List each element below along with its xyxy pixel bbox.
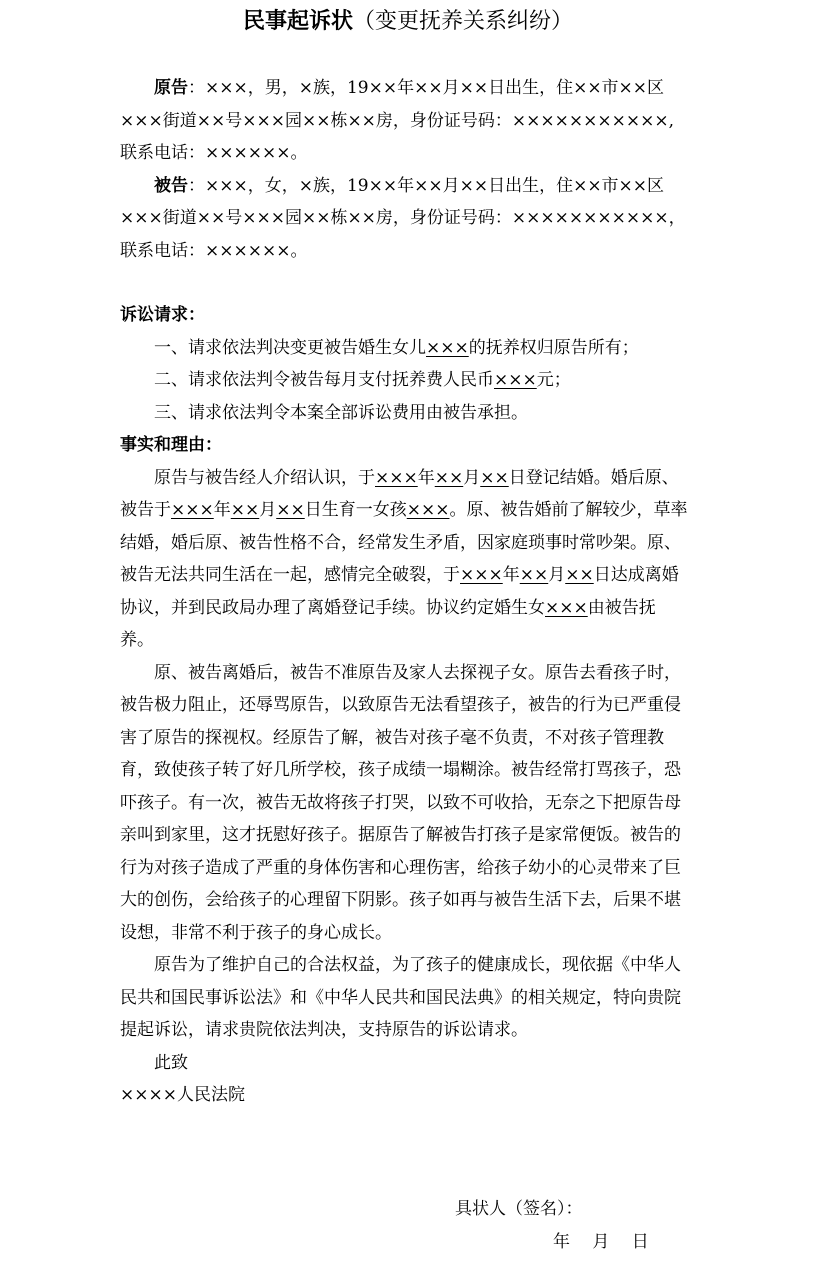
facts-text: 原告与被告经人介绍认识，于 [154,467,375,488]
facts-heading: 事实和理由： [120,435,222,455]
facts-blank: ××× [406,500,450,520]
plaintiff-label: 原告 [154,78,188,98]
section-gap [120,267,688,299]
facts-text: 日登记结婚。婚后原、被告于 [120,467,679,520]
claims-heading: 诉讼请求： [120,305,205,325]
claim-item-3: 三、请求依法判令本案全部诉讼费用由被告承担。 [154,402,528,423]
facts-text: 月 [259,500,277,520]
document-title [0,6,816,38]
facts-blank: ××× [375,467,418,488]
claim-1-child-name: ××× [426,337,469,358]
claim-item-1 [120,332,688,365]
facts-blank: ×× [565,565,594,585]
facts-text: 月 [548,565,566,585]
claim-2-amount: ××× [494,370,537,390]
claim-1-suffix: 的抚养权归原告所有； [468,337,639,358]
facts-blank: ××× [460,565,503,585]
court-name: ××××人民法院 [120,1085,245,1105]
facts-text: 年 [502,565,520,585]
facts-blank: ×× [276,500,305,520]
salutation: 此致 [154,1052,188,1073]
facts-paragraph-1 [120,462,688,657]
facts-blank: ×× [519,565,549,585]
claim-2-prefix: 二、请求依法判令被告每月支付抚养费人民币 [154,370,494,390]
facts-blank: ××× [545,597,588,618]
facts-blank: ××× [171,500,214,520]
plaintiff-paragraph [120,72,688,170]
plaintiff-info: ：×××，男，×族，19××年××月××日出生，住××市××区×××街道××号×××园××栋××房，身份证号码：×××××××××××,联系电话：××××××。 [120,78,675,163]
facts-text: 月 [463,467,481,488]
facts-blank: ×× [230,500,260,520]
facts-paragraph-3: 原告为了维护自己的合法权益，为了孩子的健康成长，现依据《中华人民共和国民事诉讼法》和《中华人民共和国民法典》的相关规定，特向贵院提起诉讼，请求贵院依法判决，支持原告的诉讼请求。 [120,955,681,1040]
facts-text: 由被告抚养。 [120,597,656,650]
signer-line: 具状人（签名）： [455,1199,583,1219]
claim-1-prefix: 一、请求依法判决变更被告婚生女儿 [154,337,426,358]
facts-text: 年 [213,500,231,520]
facts-text: 年 [417,467,435,488]
facts-text: 日生育一女孩 [304,500,407,520]
facts-text: 。原、被告婚前了解较少，草率结婚，婚后原、被告性格不合，经常发生矛盾，因家庭琐事时常吵架。原、被告无法共同生活在一起，感情完全破裂，于 [120,500,688,585]
facts-paragraph-2: 原、被告离婚后，被告不准原告及家人去探视子女。原告去看孩子时，被告极力阻止，还辱骂原告，以致原告无法看望孩子，被告的行为已严重侵害了原告的探视权。经原告了解，被告对孩子毫不负责，不对孩子管理教育，致使孩子转了好几所学校，孩子成绩一塌糊涂。被告经常打骂孩子，恐吓孩子。有一次，被告无故将孩子打哭，以致不可收拾，无奈之下把原告母亲叫到家里，这才抚慰好孩子。据原告了解被告打孩子是家常便饭。被告的行为对孩子造成了严重的身体伤害和心理伤害，给孩子幼小的心灵带来了巨大的创伤，会给孩子的心理留下阴影。孩子如再与被告生活下去，后果不堪设想，非常不利于孩子的身心成长。 [120,662,681,943]
title-main: 民事起诉状 [242,9,353,34]
document-body [120,72,688,1112]
defendant-info: ：×××，女，×族，19××年××月××日出生，住××市××区×××街道××号×××园××栋××房，身份证号码：×××××××××××，联系电话：××××××。 [120,175,686,261]
facts-blank: ×× [480,467,509,488]
facts-blank: ×× [434,467,464,488]
defendant-paragraph [120,170,688,268]
claim-2-suffix: 元； [536,370,571,390]
date-line: 年 月 日 [553,1232,649,1252]
facts-text: 日达成离婚协议，并到民政局办理了离婚登记手续。协议约定婚生女 [120,565,679,618]
defendant-label: 被告 [154,175,188,196]
title-subtitle: （变更抚养关系纠纷） [353,9,574,34]
claim-item-2 [120,364,688,397]
